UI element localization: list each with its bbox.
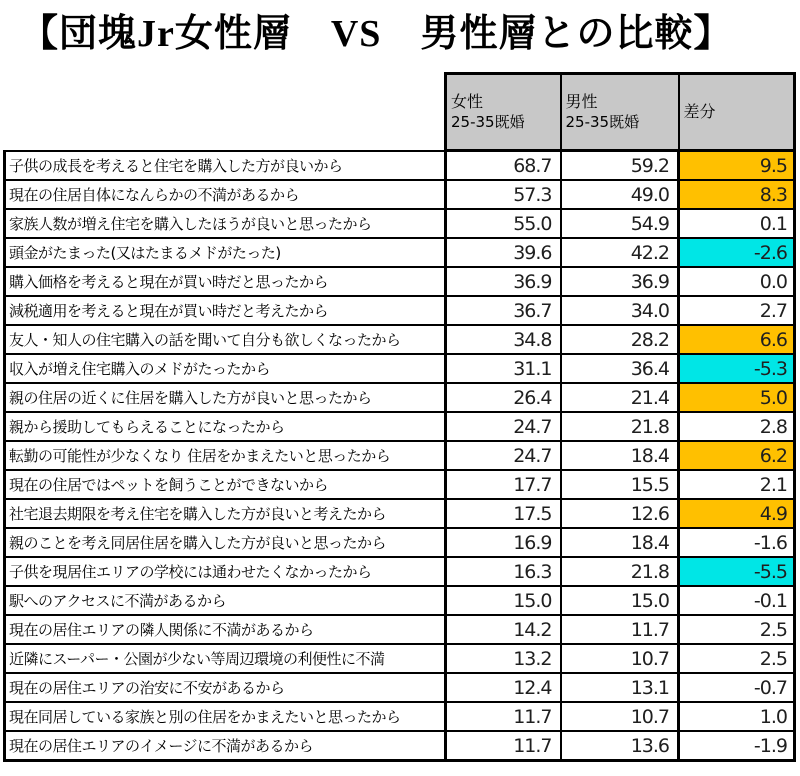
male-value: 36.4 — [561, 354, 679, 383]
column-header-male — [561, 74, 679, 151]
row-label: 現在同居している家族と別の住居をかまえたいと思ったから — [5, 702, 446, 731]
diff-value: -0.7 — [679, 673, 795, 702]
header-row — [5, 74, 795, 151]
row-label: 社宅退去期限を考え住宅を購入した方が良いと考えたから — [5, 499, 446, 528]
diff-value: -2.6 — [679, 238, 795, 267]
column-header-diff — [679, 74, 795, 151]
row-label: 現在の居住エリアの治安に不安があるから — [5, 673, 446, 702]
female-value: 57.3 — [446, 180, 561, 209]
male-value: 28.2 — [561, 325, 679, 354]
male-value: 59.2 — [561, 151, 679, 181]
female-value: 17.7 — [446, 470, 561, 499]
table-row — [5, 644, 795, 673]
table-row — [5, 267, 795, 296]
male-value: 13.1 — [561, 673, 679, 702]
female-value: 34.8 — [446, 325, 561, 354]
male-value: 15.5 — [561, 470, 679, 499]
female-value: 31.1 — [446, 354, 561, 383]
table-row — [5, 325, 795, 354]
row-label: 友人・知人の住宅購入の話を聞いて自分も欲しくなったから — [5, 325, 446, 354]
diff-value: 5.0 — [679, 383, 795, 412]
diff-value: 2.8 — [679, 412, 795, 441]
column-header-female — [446, 74, 561, 151]
table-row — [5, 354, 795, 383]
diff-value: -5.3 — [679, 354, 795, 383]
table-row — [5, 180, 795, 209]
female-value: 13.2 — [446, 644, 561, 673]
column-header-diff-line1: 差分 — [683, 101, 716, 121]
row-label: 家族人数が増え住宅を購入したほうが良いと思ったから — [5, 209, 446, 238]
female-value: 68.7 — [446, 151, 561, 181]
female-value: 12.4 — [446, 673, 561, 702]
female-value: 55.0 — [446, 209, 561, 238]
male-value: 13.6 — [561, 731, 679, 761]
table-row — [5, 731, 795, 761]
diff-value: 2.7 — [679, 296, 795, 325]
table-row — [5, 615, 795, 644]
diff-value: 0.0 — [679, 267, 795, 296]
comparison-table — [3, 72, 796, 762]
row-label: 収入が増え住宅購入のメドがたったから — [5, 354, 446, 383]
column-header-female-line2: 25-35既婚 — [451, 112, 525, 131]
table-row — [5, 383, 795, 412]
female-value: 39.6 — [446, 238, 561, 267]
row-label: 現在の住居ではペットを飼うことができないから — [5, 470, 446, 499]
male-value: 42.2 — [561, 238, 679, 267]
table-row — [5, 470, 795, 499]
table-row — [5, 238, 795, 267]
row-label: 現在の住居自体になんらかの不満があるから — [5, 180, 446, 209]
female-value: 16.9 — [446, 528, 561, 557]
diff-value: -1.9 — [679, 731, 795, 761]
row-label: 転勤の可能性が少なくなり 住居をかまえたいと思ったから — [5, 441, 446, 470]
table-row — [5, 673, 795, 702]
female-value: 16.3 — [446, 557, 561, 586]
column-header-male-line1: 男性 — [565, 91, 598, 111]
row-label: 頭金がたまった(又はたまるメドがたった) — [5, 238, 446, 267]
diff-value: 9.5 — [679, 151, 795, 181]
column-header-male-line2: 25-35既婚 — [565, 112, 640, 131]
row-label: 現在の居住エリアの隣人関係に不満があるから — [5, 615, 446, 644]
table-row — [5, 586, 795, 615]
male-value: 15.0 — [561, 586, 679, 615]
row-label: 減税適用を考えると現在が買い時だと考えたから — [5, 296, 446, 325]
female-value: 24.7 — [446, 412, 561, 441]
male-value: 36.9 — [561, 267, 679, 296]
male-value: 21.8 — [561, 557, 679, 586]
table-row — [5, 499, 795, 528]
diff-value: 1.0 — [679, 702, 795, 731]
female-value: 24.7 — [446, 441, 561, 470]
diff-value: -5.5 — [679, 557, 795, 586]
female-value: 36.7 — [446, 296, 561, 325]
female-value: 26.4 — [446, 383, 561, 412]
diff-value: 2.5 — [679, 644, 795, 673]
diff-value: 2.1 — [679, 470, 795, 499]
row-label: 親から援助してもらえることになったから — [5, 412, 446, 441]
female-value: 17.5 — [446, 499, 561, 528]
column-header-female-line1: 女性 — [451, 91, 484, 111]
male-value: 18.4 — [561, 441, 679, 470]
row-label: 近隣にスーパー・公園が少ない等周辺環境の利便性に不満 — [5, 644, 446, 673]
row-label: 親の住居の近くに住居を購入した方が良いと思ったから — [5, 383, 446, 412]
page-title: 【団塊Jr女性層 VS 男性層との比較】 — [20, 13, 733, 55]
female-value: 11.7 — [446, 731, 561, 761]
male-value: 49.0 — [561, 180, 679, 209]
diff-value: -0.1 — [679, 586, 795, 615]
male-value: 10.7 — [561, 644, 679, 673]
male-value: 12.6 — [561, 499, 679, 528]
row-label: 駅へのアクセスに不満があるから — [5, 586, 446, 615]
male-value: 18.4 — [561, 528, 679, 557]
row-label: 子供を現居住エリアの学校には通わせたくなかったから — [5, 557, 446, 586]
female-value: 36.9 — [446, 267, 561, 296]
diff-value: 8.3 — [679, 180, 795, 209]
table-row — [5, 441, 795, 470]
male-value: 10.7 — [561, 702, 679, 731]
diff-value: 4.9 — [679, 499, 795, 528]
male-value: 54.9 — [561, 209, 679, 238]
table-row — [5, 528, 795, 557]
row-label: 購入価格を考えると現在が買い時だと思ったから — [5, 267, 446, 296]
male-value: 21.8 — [561, 412, 679, 441]
row-label: 親のことを考え同居住居を購入した方が良いと思ったから — [5, 528, 446, 557]
diff-value: 0.1 — [679, 209, 795, 238]
header-spacer — [5, 74, 446, 151]
diff-value: 6.6 — [679, 325, 795, 354]
female-value: 14.2 — [446, 615, 561, 644]
table-row — [5, 296, 795, 325]
table-row — [5, 151, 795, 181]
diff-value: 6.2 — [679, 441, 795, 470]
female-value: 15.0 — [446, 586, 561, 615]
diff-value: 2.5 — [679, 615, 795, 644]
diff-value: -1.6 — [679, 528, 795, 557]
table-row — [5, 412, 795, 441]
row-label: 現在の居住エリアのイメージに不満があるから — [5, 731, 446, 761]
table-row — [5, 209, 795, 238]
male-value: 21.4 — [561, 383, 679, 412]
table-row — [5, 557, 795, 586]
male-value: 11.7 — [561, 615, 679, 644]
female-value: 11.7 — [446, 702, 561, 731]
table-row — [5, 702, 795, 731]
male-value: 34.0 — [561, 296, 679, 325]
row-label: 子供の成長を考えると住宅を購入した方が良いから — [5, 151, 446, 181]
